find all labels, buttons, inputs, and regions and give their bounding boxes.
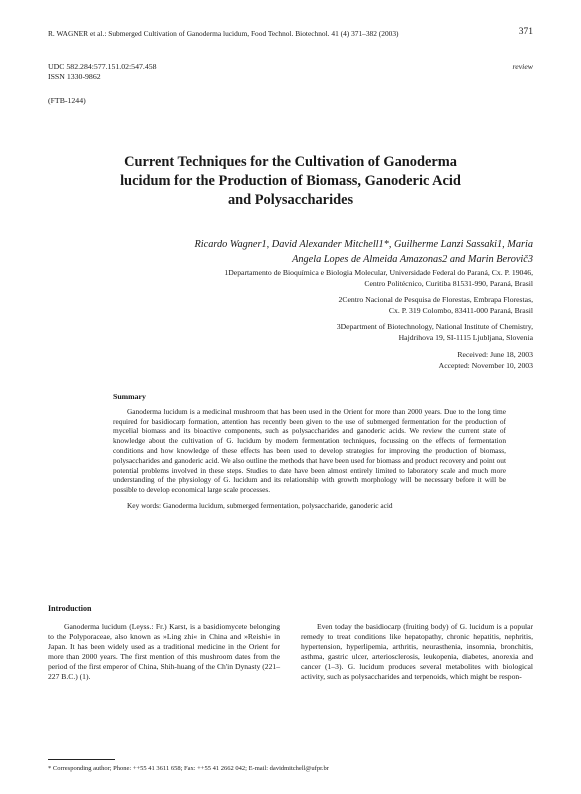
affiliation-3-line-2: Hajdrihova 19, SI-1115 Ljubljana, Slovenia [398, 333, 533, 342]
intro-right-column [301, 622, 533, 682]
summary-heading: Summary [113, 392, 146, 401]
affiliation-1-line-2: Centro Politécnico, Curitiba 81531-990, Paraná, Brasil [364, 279, 533, 288]
affiliation-1-line-1: 1Departamento de Bioquímica e Biologia Molecular, Universidade Federal do Paraná, Cx. P. 19046, [224, 268, 533, 277]
title-line-1: Current Techniques for the Cultivation of Ganoderma [124, 154, 457, 170]
article-type: review [512, 62, 533, 71]
page-number: 371 [518, 27, 533, 37]
affiliation-2 [339, 294, 534, 316]
footnote: * Corresponding author; Phone: ++55 41 3611 658; Fax: ++55 41 2662 042; E-mail: davidmitchell@ufpr.br [48, 765, 329, 772]
intro-right-text: Even today the basidiocarp (fruiting body) of G. lucidum is a popular remedy to treat conditions like hepatopathy, chronic hepatitis, nephritis, hypertension, hyperlipemia, arthritis, neurasthenia, insomnia, bronchitis, asthma, gastric ulcer, arteriosclerosis, leukopenia, diabetes, anorexia and cancer (1–3). G. lucidum produces several metabolites with biological activity, such as polysaccharides and terpenoids, which might be respon- [301, 622, 533, 681]
affiliation-2-line-1: 2Centro Nacional de Pesquisa de Florestas, Embrapa Florestas, [338, 295, 533, 304]
author-list [93, 237, 533, 267]
authors-line-2: Angela Lopes de Almeida Amazonas2 and Marin Berovič3 [292, 254, 533, 265]
running-title: R. WAGNER et al.: Submerged Cultivation of Ganoderma lucidum, Food Technol. Biotechnol. 41 (4) 371–382 (2003) [48, 29, 399, 38]
summary-block [113, 392, 506, 511]
running-header [48, 27, 533, 39]
authors-line-1: Ricardo Wagner1, David Alexander Mitchell1*, Guilherme Lanzi Sassaki1, Maria [194, 239, 533, 250]
intro-left-column [48, 604, 280, 682]
title-line-3: and Polysaccharides [227, 192, 354, 208]
issn: ISSN 1330-9862 [48, 72, 101, 81]
affiliation-3 [337, 321, 533, 343]
affiliation-2-line-2: Cx. P. 319 Colombo, 83411-000 Paraná, Brasil [388, 306, 533, 315]
udc-code: UDC 582.284:577.151.02:547.458 [48, 62, 157, 71]
summary-text: Ganoderma lucidum is a medicinal mushroom that has been used in the Orient for more than 2000 years. Due to the long time required for basidiocarp formation, attention has recently been given to the use of submerged fermentation for the production of mycelial biomass and its bioactive components, such as polysaccharides and ganoderic acids. We review the current state of knowledge about the cultivation of G. lucidum by modern fermentation techniques, focussing on the effects of fermentation conditions and how knowledge of these effects has been used to develop strategies for improving the production of biomass, polysaccharides and ganoderic acid. We also outline the methods that have been used for biomass and product recovery and point out potential problems involved in these steps. Studies to date have been almost entirely limited to laboratory scale and much more understanding of the physiology of G. lucidum and its relationship with growth morphology will be necessary before it will be possible to develop economical large scale processes. [113, 406, 506, 495]
ftb-code: (FTB-1244) [48, 96, 86, 105]
title-line-2: lucidum for the Production of Biomass, Ganoderic Acid [120, 173, 461, 189]
accepted-date: Accepted: November 10, 2003 [438, 361, 533, 370]
footnote-rule [48, 759, 115, 760]
affiliation-3-line-1: 3Department of Biotechnology, National Institute of Chemistry, [336, 322, 533, 331]
affiliation-1 [224, 267, 533, 289]
article-title [60, 153, 521, 210]
article-dates [439, 349, 533, 371]
intro-left-text: Ganoderma lucidum (Leyss.: Fr.) Karst, is a basidiomycete belonging to the Polyporaceae, also known as »Ling zhi« in China and »Reishi« in Japan. It has been widely used as a traditional medicine in the Orient for more than 2000 years. The first mention of this mushroom dates from the period of the first emperor of China, Shih-huang of the Ch'in Dynasty (221–227 B.C.) (1). [48, 622, 280, 681]
intro-heading: Introduction [48, 604, 92, 613]
received-date: Received: June 18, 2003 [457, 350, 533, 359]
keywords: Key words: Ganoderma lucidum, submerged fermentation, polysaccharide, ganoderic acid [127, 500, 393, 510]
